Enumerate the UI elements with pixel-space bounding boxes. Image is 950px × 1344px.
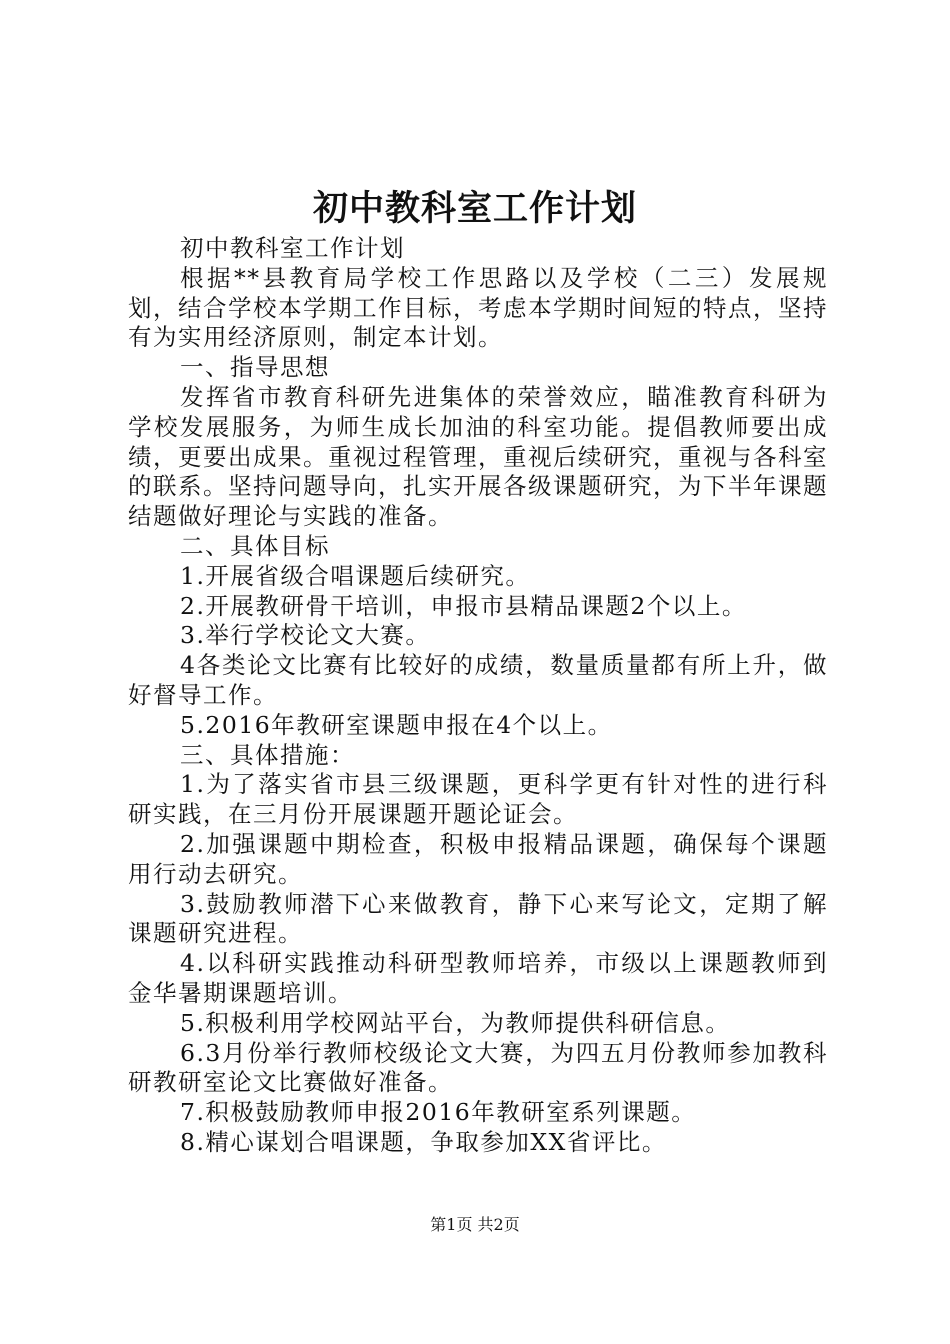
goal-item: 3.举行学校论文大赛。 (180, 621, 431, 650)
goal-item: 2.开展教研骨干培训，申报市县精品课题2个以上。 (180, 591, 747, 620)
paragraph-subtitle: 初中教科室工作计划 (180, 234, 405, 262)
page-footer: 第1页 共2页 (430, 1215, 520, 1234)
section-heading-guiding-ideology: 一、指导思想 (180, 353, 330, 382)
paragraph-guiding-ideology: 发挥省市教育科研先进集体的荣誉效应，瞄准教育科研为学校发展服务，为师生成长加油的科室功能。提倡教师要出成绩，更要出成果。重视过程管理，重视后续研究，重视与各科室的联系。坚持问题导向，扎实开展各级课题研究，为下半年课题结题做好理论与实践的准备。 (128, 382, 828, 531)
measure-item: 2.加强课题中期检查，积极申报精品课题，确保每个课题用行动去研究。 (128, 829, 828, 888)
measure-item: 7.积极鼓励教师申报2016年教研室系列课题。 (180, 1098, 697, 1127)
measure-item: 1.为了落实省市县三级课题，更科学更有针对性的进行科研实践，在三月份开展课题开题论证会。 (128, 770, 828, 829)
measure-item: 8.精心谋划合唱课题，争取参加XX省评比。 (180, 1127, 667, 1156)
measure-item: 4.以科研实践推动科研型教师培养，市级以上课题教师到金华暑期课题培训。 (128, 949, 828, 1007)
document-title: 初中教科室工作计划 (312, 188, 637, 229)
measure-item: 5.积极利用学校网站平台，为教师提供科研信息。 (180, 1008, 731, 1037)
measure-item: 6.3月份举行教师校级论文大赛，为四五月份教师参加教科研教研室论文比赛做好准备。 (128, 1038, 828, 1097)
section-heading-specific-goals: 二、具体目标 (180, 531, 330, 560)
paragraph-intro: 根据**县教育局学校工作思路以及学校（二三）发展规划，结合学校本学期工作目标，考虑本学期时间短的特点，坚持有为实用经济原则，制定本计划。 (128, 263, 828, 352)
goal-item: 5.2016年教研室课题申报在4个以上。 (180, 710, 613, 739)
section-heading-specific-measures: 三、具体措施： (180, 740, 355, 769)
document-body (128, 234, 828, 1158)
goal-item: 4各类论文比赛有比较好的成绩，数量质量都有所上升，做好督导工作。 (128, 651, 828, 709)
measure-item: 3.鼓励教师潜下心来做教育，静下心来写论文，定期了解课题研究进程。 (128, 889, 828, 948)
goal-item: 1.开展省级合唱课题后续研究。 (180, 561, 531, 590)
